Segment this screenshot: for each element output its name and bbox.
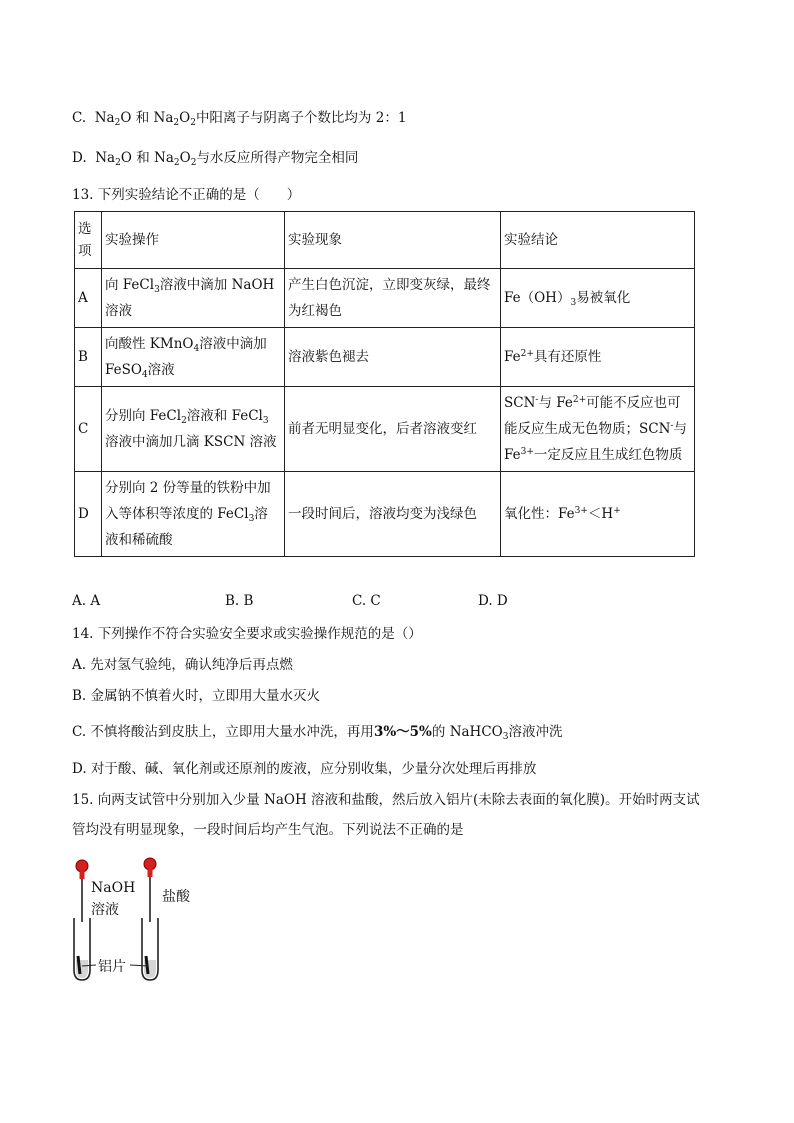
row-operation: 分别向 FeCl$_2$溶液和 FeCl$_3$溶液中滴加几滴 KSCN 溶液 [102, 387, 285, 472]
q13-choice-a[interactable]: A. A [72, 593, 101, 609]
row-option: C [75, 387, 102, 472]
label-hydrochloric-acid: 盐酸 [162, 889, 190, 905]
dropper-hcl-icon [144, 858, 156, 922]
table-row [75, 387, 695, 472]
row-phenomenon: 溶液紫色褪去 [285, 328, 501, 387]
header-operation: 实验操作 [102, 212, 285, 269]
header-conclusion: 实验结论 [501, 212, 695, 269]
table-row [75, 472, 695, 557]
q13-table [74, 211, 695, 557]
q14-option-c[interactable]: C. 不慎将酸沾到皮肤上，立即用大量水冲洗，再用3%～5%的 NaHCO$_3$溶液冲洗 [72, 724, 563, 742]
label-naoh: NaOH [91, 880, 136, 896]
row-operation: 向酸性 KMnO$_4$溶液中滴加 FeSO$_4$溶液 [102, 328, 285, 387]
row-conclusion: $Fe^{2+}$具有还原性 [501, 328, 695, 387]
label-naoh-solution: 溶液 [91, 902, 119, 918]
row-phenomenon: 产生白色沉淀，立即变灰绿，最终为红褐色 [285, 269, 501, 328]
row-operation: 向 FeCl$_3$溶液中滴加 NaOH 溶液 [102, 269, 285, 328]
row-operation: 分别向 2 份等量的铁粉中加入等体积等浓度的 FeCl$_3$溶液和稀硫酸 [102, 472, 285, 557]
test-tube-figure [68, 852, 208, 987]
test-tube-right-icon [142, 918, 158, 980]
q12-option-d: D. $Na_2O$ 和 $Na_2O_2$与水反应所得产物完全相同 [72, 150, 359, 168]
q12-option-c: C. $Na_2O$ 和 $Na_2O_2$中阳离子与阴离子个数比均为 2：1 [72, 110, 407, 128]
row-option: D [75, 472, 102, 557]
table-row [75, 328, 695, 387]
row-conclusion: 氧化性：$Fe^{3+}<H^+$ [501, 472, 695, 557]
row-conclusion: $Fe(OH)_3$易被氧化 [501, 269, 695, 328]
test-tubes-illustration [68, 852, 208, 987]
q14-option-a[interactable]: A. 先对氢气验纯，确认纯净后再点燃 [72, 657, 293, 673]
q15-stem-line2: 管均没有明显现象，一段时间后均产生气泡。下列说法不正确的是 [72, 822, 464, 838]
table-header-row [75, 212, 695, 269]
q14-option-b[interactable]: B. 金属钠不慎着火时，立即用大量水灭火 [72, 688, 321, 704]
row-option: A [75, 269, 102, 328]
test-tube-left-icon [74, 918, 90, 980]
row-option: B [75, 328, 102, 387]
table-row [75, 269, 695, 328]
row-phenomenon: 一段时间后，溶液均变为浅绿色 [285, 472, 501, 557]
q14-option-d[interactable]: D. 对于酸、碱、氧化剂或还原剂的废液，应分别收集，少量分次处理后再排放 [72, 761, 537, 777]
row-conclusion: SCN-与 $Fe^{2+}$可能不反应也可能反应生成无色物质；SCN-与 $Fe^{3+}$一定反应且生成红色物质 [501, 387, 695, 472]
label-aluminum-sheet: 铝片 [98, 959, 126, 975]
q14-stem: 14. 下列操作不符合实验安全要求或实验操作规范的是（） [72, 626, 422, 642]
row-phenomenon: 前者无明显变化，后者溶液变红 [285, 387, 501, 472]
q13-choice-b[interactable]: B. B [225, 593, 254, 609]
dropper-naoh-icon [76, 860, 88, 922]
header-option: 选项 [75, 212, 102, 269]
q13-choice-d[interactable]: D. D [478, 593, 508, 609]
q15-stem-line1: 15. 向两支试管中分别加入少量 NaOH 溶液和盐酸，然后放入铝片(未除去表面的氧化膜)。开始时两支试 [72, 792, 700, 808]
q13-stem: 13. 下列实验结论不正确的是（ ） [72, 187, 301, 203]
q13-choice-c[interactable]: C. C [352, 593, 381, 609]
header-phenomenon: 实验现象 [285, 212, 501, 269]
